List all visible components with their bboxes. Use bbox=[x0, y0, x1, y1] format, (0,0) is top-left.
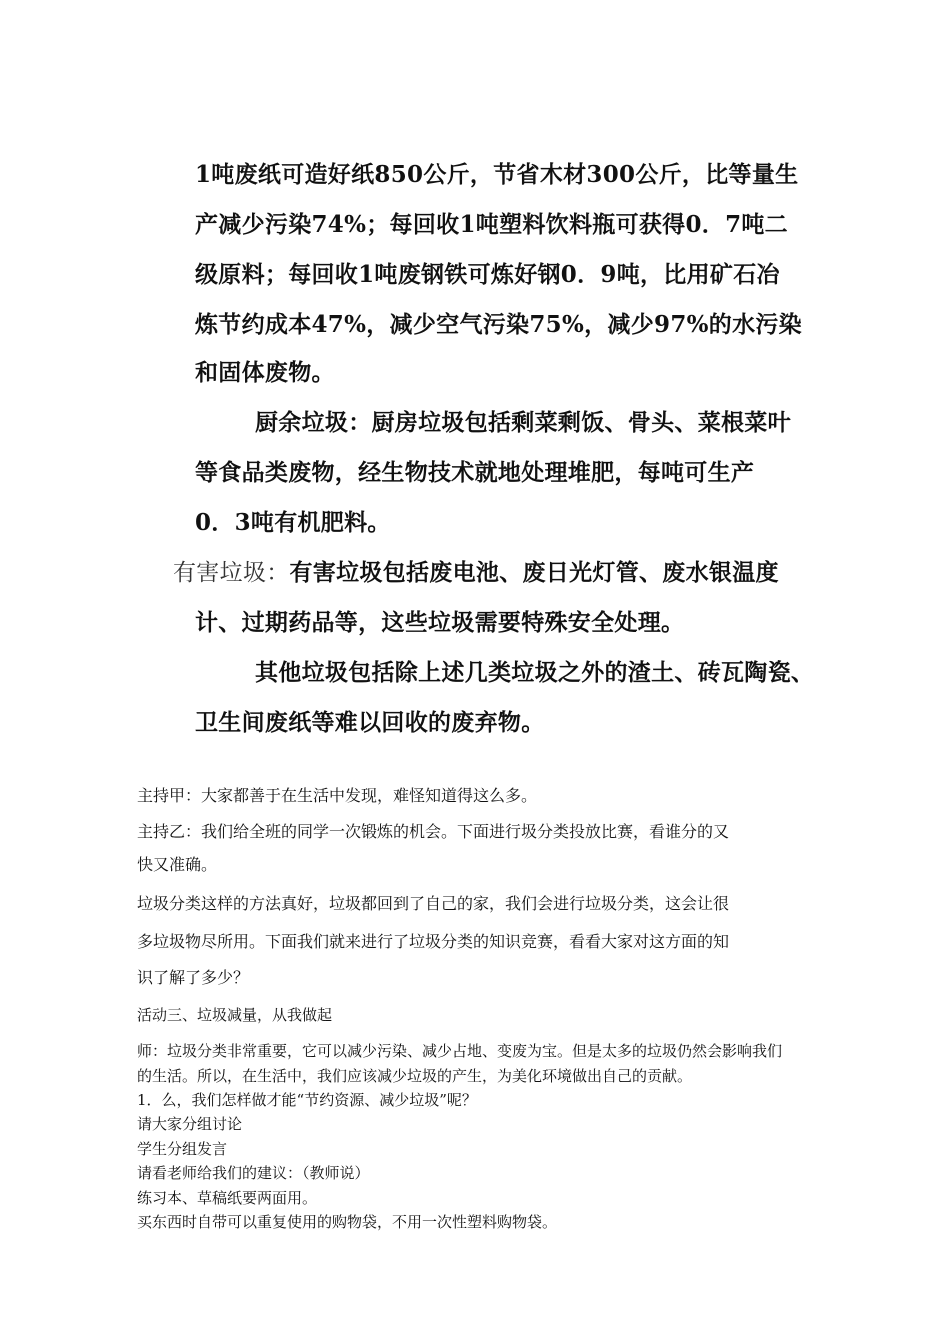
kitchen-waste-line-2: 等食品类废物，经生物技术就地处理堆肥，每吨可生产 bbox=[195, 459, 755, 486]
discuss-line: 请大家分组讨论 bbox=[137, 1115, 243, 1133]
recycling-line-1: 1吨废纸可造好纸850公斤，节省木材300公斤，比等量生 bbox=[195, 161, 799, 188]
teacher-line-1: 师：垃圾分类非常重要，它可以减少污染、减少占地、变废为宝。但是太多的垃圾仍然会影响我们 bbox=[137, 1042, 783, 1060]
kitchen-waste-line-1 bbox=[245, 409, 791, 437]
other-waste-line-2: 卫生间废纸等难以回收的废弃物。 bbox=[195, 709, 545, 736]
recycling-line-2: 产减少污染74%；每回收1吨塑料饮料瓶可获得0．7吨二 bbox=[195, 211, 788, 238]
kitchen-waste-line-3: 0．3吨有机肥料。 bbox=[195, 509, 391, 536]
tip-2-line: 买东西时自带可以重复使用的购物袋，不用一次性塑料购物袋。 bbox=[137, 1213, 558, 1231]
question-line: 1．么，我们怎样做才能“节约资源、减少垃圾”呢？ bbox=[137, 1091, 477, 1109]
students-line: 学生分组发言 bbox=[137, 1140, 228, 1158]
recycling-line-5: 和固体废物。 bbox=[195, 359, 335, 386]
recycling-line-3: 级原料；每回收1吨废钢铁可炼好钢0．9吨，比用矿石冶 bbox=[195, 261, 780, 288]
teacher-suggest-line: 请看老师给我们的建议：（教师说） bbox=[137, 1164, 370, 1182]
host-a-line: 主持甲：大家都善于在生活中发现，难怪知道得这么多。 bbox=[137, 786, 538, 805]
activity-3-heading: 活动三、垃圾减量，从我做起 bbox=[137, 1006, 333, 1024]
hazardous-waste-line-2: 计、过期药品等，这些垃圾需要特殊安全处理。 bbox=[195, 609, 685, 636]
tip-1-line: 练习本、草稿纸要两面用。 bbox=[137, 1189, 318, 1207]
hazardous-waste-label: 有害垃圾： bbox=[173, 560, 290, 586]
recycling-line-4: 炼节约成本47%，减少空气污染75%，减少97%的水污染 bbox=[195, 311, 802, 338]
quiz-line-1: 垃圾分类这样的方法真好，垃圾都回到了自己的家，我们会进行垃圾分类，这会让很 bbox=[137, 894, 730, 913]
kitchen-waste-text: 厨余垃圾：厨房垃圾包括剩菜剩饭、骨头、菜根菜叶 bbox=[255, 409, 791, 436]
other-waste-line-1 bbox=[245, 659, 814, 687]
quiz-line-3: 识了解了多少？ bbox=[137, 968, 250, 987]
quiz-line-2: 多垃圾物尽所用。下面我们就来进行了垃圾分类的知识竞赛，看看大家对这方面的知 bbox=[137, 932, 730, 951]
hazardous-waste-text: 有害垃圾包括废电池、废日光灯管、废水银温度 bbox=[289, 559, 779, 586]
teacher-line-2: 的生活。所以，在生活中，我们应该减少垃圾的产生，为美化环境做出自己的贡献。 bbox=[137, 1067, 693, 1085]
host-b-line-2: 快又准确。 bbox=[137, 855, 218, 874]
hazardous-waste-line-1 bbox=[163, 559, 779, 587]
other-waste-text: 其他垃圾包括除上述几类垃圾之外的渣土、砖瓦陶瓷、 bbox=[255, 659, 815, 686]
host-b-line-1: 主持乙：我们给全班的同学一次锻炼的机会。下面进行圾分类投放比赛，看谁分的又 bbox=[137, 822, 730, 841]
